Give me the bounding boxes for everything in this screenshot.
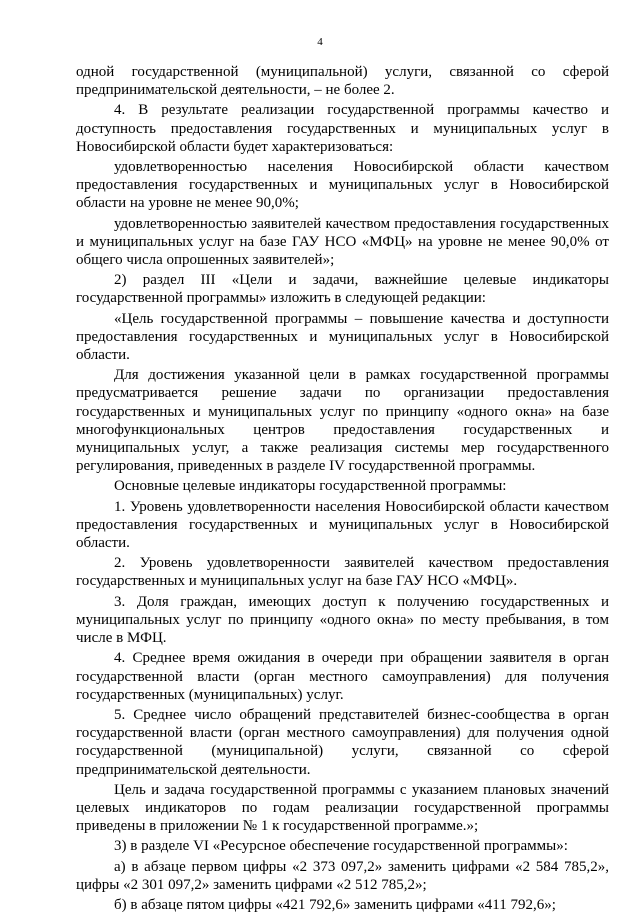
list-item: 1. Уровень удовлетворенности населения Новосибирской области качеством предоставления государственных и муниципальных услуг в Новосибирской области. [76, 498, 609, 552]
list-item: 2. Уровень удовлетворенности заявителей качеством предоставления государственных и муниципальных услуг на базе ГАУ НСО «МФЦ». [76, 555, 609, 590]
paragraph: Для достижения указанной цели в рамках государственной программы предусматривается решение задачи по организации предоставления государственных и муниципальных услуг по принципу «одного окна» на базе многофункциональных центров предоставления государственных и муниципальных услуг, а также реализация системы мер государственного регулирования, приведенных в разделе IV государственной программы. [76, 367, 609, 475]
document-body [76, 63, 609, 914]
paragraph: 3) в разделе VI «Ресурсное обеспечение государственной программы»: [114, 838, 568, 855]
list-item: 4. Среднее время ожидания в очереди при обращении заявителя в орган государственной власти (орган местного самоуправления) для получения государственных (муниципальных) услуг. [76, 650, 609, 703]
paragraph: Основные целевые индикаторы государственной программы: [114, 478, 507, 495]
list-item: 3. Доля граждан, имеющих доступ к получению государственных и муниципальных услуг по принципу «одного окна» по месту пребывания, в том числе в МФЦ. [76, 593, 609, 647]
list-item: 5. Среднее число обращений представителей бизнес-сообщества в орган государственной власти (орган местного самоуправления) для получения одной государственной (муниципальной) услуги, связанной со сферой предпринимательской деятельности. [76, 706, 609, 778]
paragraph: 4. В результате реализации государственной программы качество и доступность предоставления государственных и муниципальных услуг в Новосибирской области будет характеризоваться: [76, 102, 609, 155]
paragraph: удовлетворенностью заявителей качеством предоставления государственных и муниципальных услуг на базе ГАУ НСО «МФЦ» на уровне не менее 90,0% от общего числа опрошенных заявителей»; [76, 215, 609, 269]
paragraph: 2) раздел III «Цели и задачи, важнейшие целевые индикаторы государственной программы» изложить в следующей редакции: [76, 272, 609, 307]
paragraph: «Цель государственной программы – повышение качества и доступности предоставления государственных и муниципальных услуг в Новосибирской области. [76, 310, 609, 364]
page-number: 4 [317, 36, 323, 48]
paragraph: а) в абзаце первом цифры «2 373 097,2» заменить цифрами «2 584 785,2», цифры «2 301 097,2» заменить цифрами «2 512 785,2»; [76, 858, 609, 893]
paragraph: б) в абзаце пятом цифры «421 792,6» заменить цифрами «411 792,6»; [114, 896, 556, 913]
paragraph: Цель и задача государственной программы с указанием плановых значений целевых индикаторов по годам реализации государственной программы приведены в приложении № 1 к государственной программе.»; [76, 781, 609, 835]
paragraph: одной государственной (муниципальной) услуги, связанной со сферой предпринимательской деятельности, – не более 2. [76, 64, 609, 99]
paragraph: удовлетворенностью населения Новосибирской области качеством предоставления государственных и муниципальных услуг в Новосибирской области на уровне не менее 90,0%; [76, 159, 609, 212]
